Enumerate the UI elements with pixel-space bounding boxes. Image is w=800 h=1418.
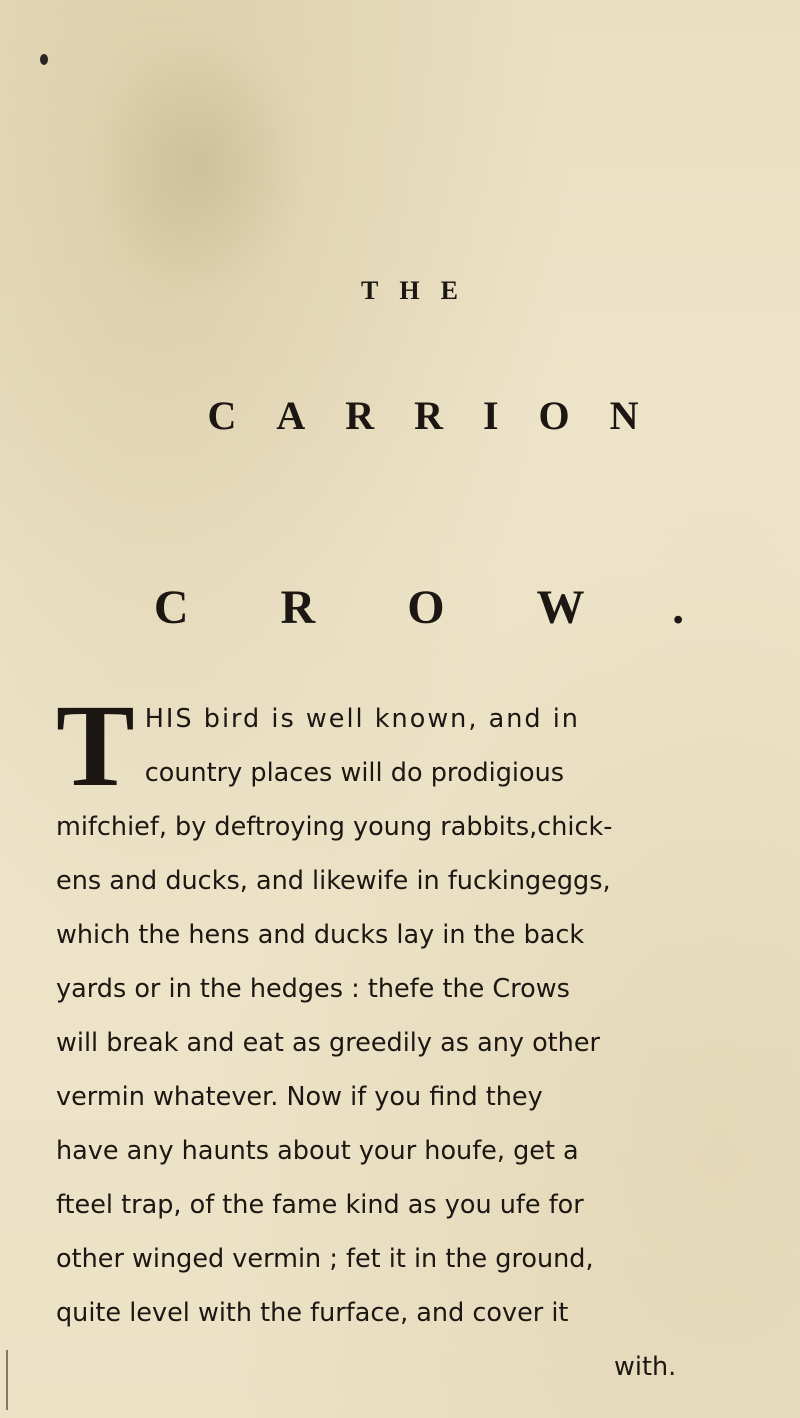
text-line-12: quite level with the furface, and cover it: [56, 1298, 569, 1328]
heading-carrion: CARRION: [207, 393, 679, 438]
text-line-5: which the hens and ducks lay in the back: [56, 920, 585, 950]
text-line-11: other winged vermin ; fet it in the ground,: [56, 1244, 594, 1274]
text-line-3: mifchief, by deftroying young rabbits,chick-: [56, 812, 613, 842]
text-line-6: yards or in the hedges : thefe the Crows: [56, 974, 570, 1004]
opening-block: [56, 680, 756, 811]
page-edge-mark: [6, 1350, 8, 1410]
text-line-4: ens and ducks, and likewife in fuckingeggs,: [56, 866, 611, 896]
paper-stain: [90, 30, 310, 300]
text-line-7: will break and eat as greedily as any other: [56, 1028, 601, 1058]
drop-cap: T: [56, 680, 135, 811]
text-line-2: country places will do prodigious: [144, 758, 565, 788]
body-paragraph: [56, 680, 756, 1340]
ink-blot: [40, 54, 48, 65]
text-line-10: fteel trap, of the fame kind as you ufe for: [56, 1190, 584, 1220]
text-line-9: have any haunts about your houfe, get a: [56, 1136, 579, 1166]
heading-crow: CROW.: [153, 581, 777, 634]
text-line-1: HIS bird is well known, and in: [144, 704, 580, 734]
text-line-8: vermin whatever. Now if you find they: [56, 1082, 543, 1112]
heading-the: THE: [361, 276, 479, 305]
catchword: with.: [614, 1352, 677, 1382]
